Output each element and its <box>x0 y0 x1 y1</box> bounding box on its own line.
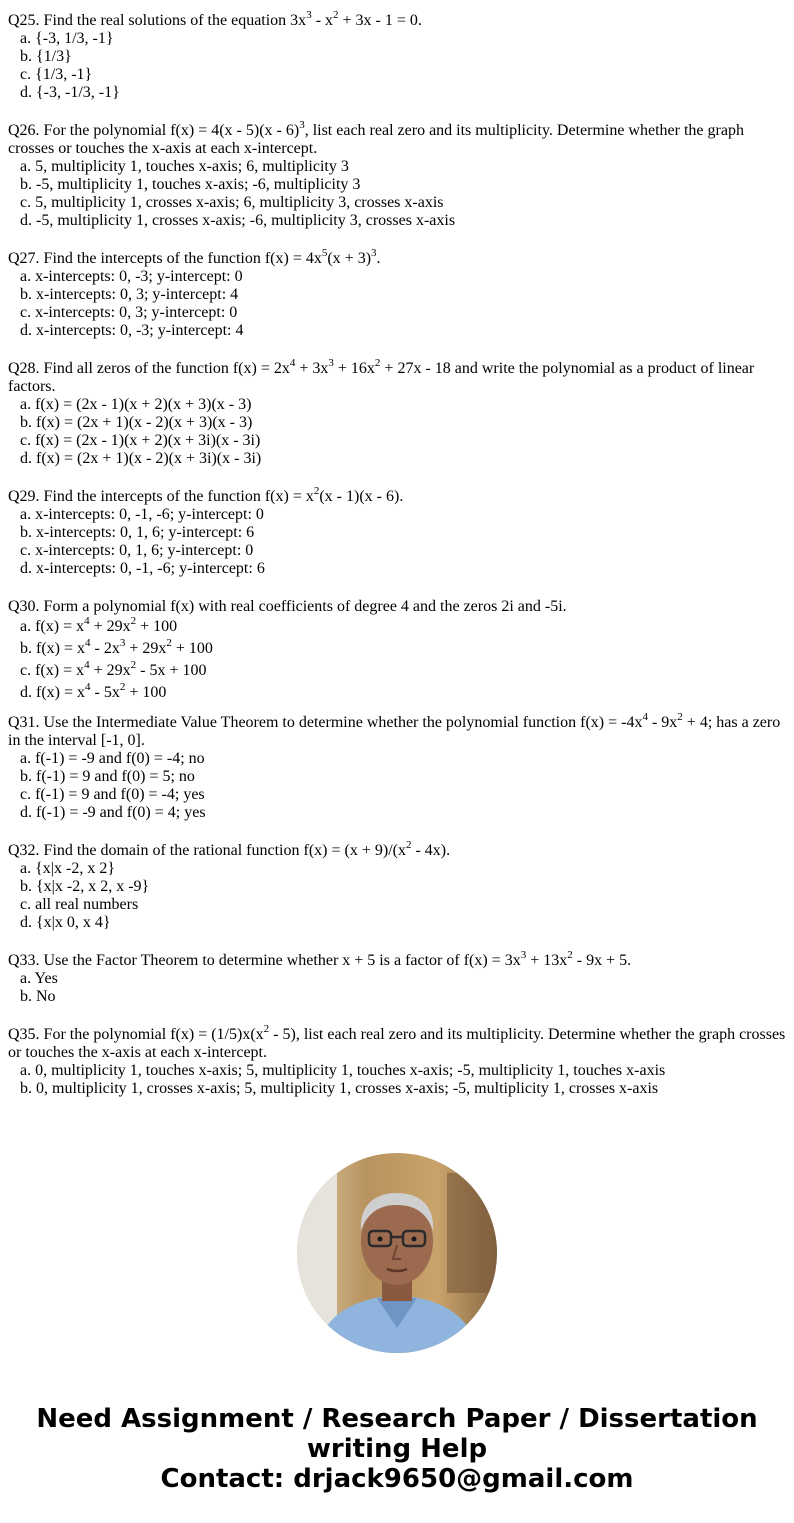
text-segment: b. f(x) = x <box>20 640 86 657</box>
text-segment: Q33. Use the Factor Theorem to determine whether x + 5 is a factor of f(x) = 3x <box>8 952 521 969</box>
answer-options <box>8 158 788 230</box>
exponent: 3 <box>119 636 126 649</box>
text-segment: - 2x <box>90 640 120 657</box>
exponent: 3 <box>371 246 377 259</box>
footer-contact-text: Contact: drjack9650@gmail.com <box>160 1464 634 1494</box>
answer-option <box>8 768 788 786</box>
text-segment: c. x-intercepts: 0, 3; y-intercept: 0 <box>20 304 238 321</box>
text-segment: a. 5, multiplicity 1, touches x-axis; 6, multiplicity 3 <box>20 158 349 175</box>
question-text <box>8 484 788 506</box>
text-segment: - x <box>311 12 334 29</box>
exponent: 2 <box>166 636 172 649</box>
answer-option <box>8 48 788 66</box>
text-segment: Q30. Form a polynomial f(x) with real coefficients of degree 4 and the zeros 2i and -5i. <box>8 598 567 615</box>
text-segment: Q25. Find the real solutions of the equation 3x <box>8 12 307 29</box>
text-segment: b. -5, multiplicity 1, touches x-axis; -6, multiplicity 3 <box>20 176 361 193</box>
text-segment: d. -5, multiplicity 1, crosses x-axis; -6, multiplicity 3, crosses x-axis <box>20 212 456 229</box>
answer-option <box>8 158 788 176</box>
exponent: 2 <box>333 8 339 21</box>
text-segment: c. f(x) = x <box>20 662 85 679</box>
text-segment: d. f(x) = x <box>20 684 86 701</box>
text-segment: d. f(-1) = -9 and f(0) = 4; yes <box>20 804 206 821</box>
answer-options <box>8 396 788 468</box>
text-segment: + 100 <box>171 640 213 657</box>
answer-option <box>8 304 788 322</box>
text-segment: d. {-3, -1/3, -1} <box>20 84 120 101</box>
question-q35 <box>8 1022 788 1098</box>
answer-option <box>8 396 788 414</box>
question-q33 <box>8 948 788 1006</box>
answer-option <box>8 878 788 896</box>
exponent: 5 <box>321 246 328 259</box>
answer-option <box>8 322 788 340</box>
text-segment: - 9x <box>647 714 678 731</box>
answer-option <box>8 450 788 468</box>
text-segment: + 13x <box>526 952 568 969</box>
question-q26 <box>8 118 788 230</box>
text-segment: (x - 1)(x - 6). <box>319 488 404 505</box>
text-segment: + 4; has a zero in the interval [-1, 0]. <box>8 714 781 749</box>
answer-option <box>8 30 788 48</box>
question-text <box>8 710 788 750</box>
answer-options <box>8 750 788 822</box>
exponent: 3 <box>520 948 527 961</box>
exponent: 3 <box>306 8 312 21</box>
text-segment: - 5), list each real zero and its multiplicity. Determine whether the graph crosses or touches the x-axis at each x-intercept. <box>8 1026 786 1061</box>
exponent: 4 <box>84 658 90 671</box>
text-segment: - 5x <box>90 684 120 701</box>
answer-option <box>8 988 788 1006</box>
answer-option <box>8 560 788 578</box>
text-segment: a. f(x) = x <box>20 618 85 635</box>
answer-option <box>8 616 788 638</box>
exponent: 4 <box>289 356 296 369</box>
question-q28 <box>8 356 788 468</box>
answer-option <box>8 682 788 704</box>
question-text <box>8 246 788 268</box>
answer-option <box>8 506 788 524</box>
text-segment: + 29x <box>125 640 167 657</box>
answer-option <box>8 914 788 932</box>
text-segment: a. 0, multiplicity 1, touches x-axis; 5, multiplicity 1, touches x-axis; -5, multiplicity 1, touches x-axis <box>20 1062 666 1079</box>
exponent: 2 <box>313 484 320 497</box>
question-text <box>8 118 788 158</box>
question-q27 <box>8 246 788 340</box>
text-segment: a. f(x) = (2x - 1)(x + 2)(x + 3)(x - 3) <box>20 396 252 413</box>
text-segment: b. 0, multiplicity 1, crosses x-axis; 5, multiplicity 1, crosses x-axis; -5, multiplicity 1, crosses x-axis <box>20 1080 659 1097</box>
question-q29 <box>8 484 788 578</box>
text-segment: + 29x <box>89 662 131 679</box>
question-q30 <box>8 598 788 704</box>
answer-option <box>8 1080 788 1098</box>
question-text <box>8 1022 788 1062</box>
text-segment: , list each real zero and its multiplicity. Determine whether the graph crosses or touches the x-axis at each x-intercept. <box>8 122 744 157</box>
text-segment: a. {x|x -2, x 2} <box>20 860 115 877</box>
exponent: 4 <box>85 636 91 649</box>
answer-option <box>8 194 788 212</box>
answer-option <box>8 66 788 84</box>
text-segment: b. {1/3} <box>20 48 72 65</box>
answer-option <box>8 1062 788 1080</box>
text-segment: (x + 3) <box>327 250 372 267</box>
answer-option <box>8 660 788 682</box>
text-segment: c. 5, multiplicity 1, crosses x-axis; 6, multiplicity 3, crosses x-axis <box>20 194 444 211</box>
text-segment: c. x-intercepts: 0, 1, 6; y-intercept: 0 <box>20 542 254 559</box>
question-q25 <box>8 8 788 102</box>
text-segment: Q35. For the polynomial f(x) = (1/5)x(x <box>8 1026 264 1043</box>
text-segment: b. x-intercepts: 0, 3; y-intercept: 4 <box>20 286 239 303</box>
text-segment: a. {-3, 1/3, -1} <box>20 30 114 47</box>
answer-option <box>8 176 788 194</box>
text-segment: d. {x|x 0, x 4} <box>20 914 111 931</box>
answer-option <box>8 414 788 432</box>
exponent: 2 <box>374 356 381 369</box>
text-segment: + 100 <box>136 618 178 635</box>
text-segment: c. {1/3, -1} <box>20 66 93 83</box>
exponent: 3 <box>328 356 334 369</box>
text-segment: Q28. Find all zeros of the function f(x) = 2x <box>8 360 290 377</box>
answer-options <box>8 268 788 340</box>
answer-option <box>8 542 788 560</box>
answer-option <box>8 84 788 102</box>
question-text <box>8 356 788 396</box>
text-segment: Q29. Find the intercepts of the function f(x) = x <box>8 488 314 505</box>
text-segment: - 5x + 100 <box>136 662 207 679</box>
answer-option <box>8 860 788 878</box>
text-segment: c. f(x) = (2x - 1)(x + 2)(x + 3i)(x - 3i) <box>20 432 261 449</box>
exponent: 2 <box>263 1022 270 1035</box>
text-segment: Q32. Find the domain of the rational function f(x) = (x + 9)/(x <box>8 842 406 859</box>
question-text <box>8 838 788 860</box>
text-segment: a. x-intercepts: 0, -3; y-intercept: 0 <box>20 268 243 285</box>
answer-options <box>8 30 788 102</box>
answer-option <box>8 638 788 660</box>
text-segment: Q27. Find the intercepts of the function f(x) = 4x <box>8 250 322 267</box>
author-photo <box>297 1153 497 1353</box>
text-segment: b. f(-1) = 9 and f(0) = 5; no <box>20 768 195 785</box>
question-text <box>8 948 788 970</box>
text-segment: + 16x <box>333 360 375 377</box>
text-segment: d. x-intercepts: 0, -3; y-intercept: 4 <box>20 322 244 339</box>
exponent: 4 <box>642 710 648 723</box>
question-text <box>8 8 788 30</box>
footer-help-text: Need Assignment / Research Paper / Dissertation writing Help <box>36 1404 758 1464</box>
exponent: 2 <box>130 658 137 671</box>
answer-option <box>8 524 788 542</box>
text-segment: a. x-intercepts: 0, -1, -6; y-intercept: 0 <box>20 506 264 523</box>
footer-banner <box>0 1404 794 1494</box>
author-photo-image <box>297 1153 497 1353</box>
question-q31 <box>8 710 788 822</box>
answer-options <box>8 616 788 704</box>
answer-options <box>8 860 788 932</box>
answer-options <box>8 1062 788 1098</box>
text-segment: a. f(-1) = -9 and f(0) = -4; no <box>20 750 205 767</box>
text-segment: Q26. For the polynomial f(x) = 4(x - 5)(x - 6) <box>8 122 300 139</box>
text-segment: c. f(-1) = 9 and f(0) = -4; yes <box>20 786 205 803</box>
answer-option <box>8 970 788 988</box>
answer-options <box>8 970 788 1006</box>
text-segment: + 3x - 1 = 0. <box>338 12 422 29</box>
text-segment: b. f(x) = (2x + 1)(x - 2)(x + 3)(x - 3) <box>20 414 253 431</box>
exponent: 2 <box>130 614 137 627</box>
exponent: 2 <box>405 838 412 851</box>
answer-option <box>8 286 788 304</box>
text-segment: - 4x). <box>411 842 451 859</box>
text-segment: + 3x <box>295 360 329 377</box>
exponent: 4 <box>85 680 91 693</box>
exponent: 2 <box>119 680 126 693</box>
answer-option <box>8 268 788 286</box>
text-segment: + 29x <box>89 618 131 635</box>
exponent: 2 <box>677 710 683 723</box>
question-list <box>8 8 788 1118</box>
text-segment: c. all real numbers <box>20 896 139 913</box>
text-segment: Q31. Use the Intermediate Value Theorem to determine whether the polynomial function f(x) = -4x <box>8 714 643 731</box>
text-segment: + 100 <box>125 684 167 701</box>
text-segment: b. No <box>20 988 56 1005</box>
answer-option <box>8 432 788 450</box>
answer-option <box>8 750 788 768</box>
text-segment: b. {x|x -2, x 2, x -9} <box>20 878 150 895</box>
answer-option <box>8 804 788 822</box>
question-text <box>8 598 788 616</box>
text-segment: b. x-intercepts: 0, 1, 6; y-intercept: 6 <box>20 524 255 541</box>
exponent: 2 <box>567 948 573 961</box>
answer-option <box>8 786 788 804</box>
text-segment: d. f(x) = (2x + 1)(x - 2)(x + 3i)(x - 3i) <box>20 450 262 467</box>
text-segment: . <box>376 250 381 267</box>
exponent: 3 <box>299 118 305 131</box>
exponent: 4 <box>84 614 90 627</box>
question-q32 <box>8 838 788 932</box>
text-segment: - 9x + 5. <box>572 952 632 969</box>
answer-option <box>8 896 788 914</box>
text-segment: + 27x - 18 and write the polynomial as a product of linear factors. <box>8 360 755 395</box>
answer-option <box>8 212 788 230</box>
text-segment: d. x-intercepts: 0, -1, -6; y-intercept: 6 <box>20 560 265 577</box>
answer-options <box>8 506 788 578</box>
text-segment: a. Yes <box>20 970 58 987</box>
